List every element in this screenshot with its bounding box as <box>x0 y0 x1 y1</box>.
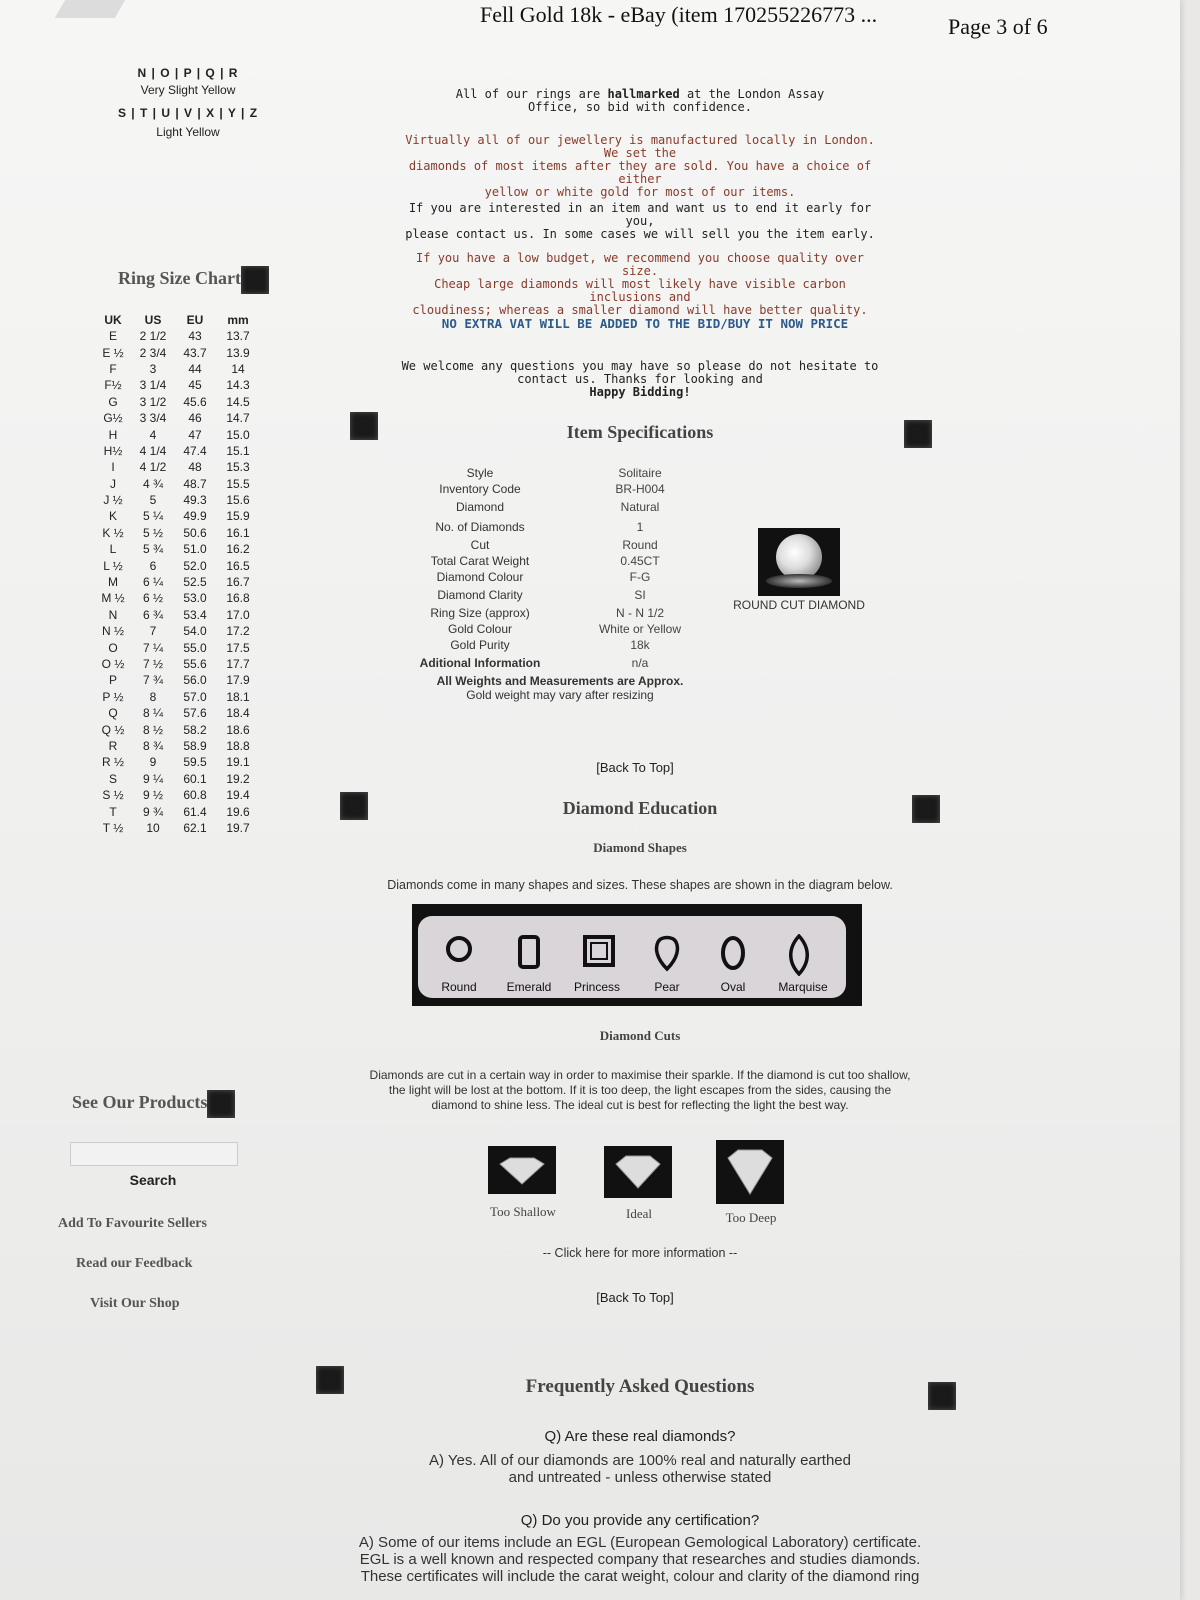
marquise-shape-icon <box>768 934 830 981</box>
grade-label: Light Yellow <box>156 125 220 139</box>
faq-left-square-icon <box>316 1366 344 1394</box>
eu-size-cell: 60.1 <box>183 771 207 786</box>
diamond-education-title: Diamond Education <box>562 798 718 818</box>
ring-size-row <box>94 344 260 360</box>
mm-size-cell: 15.1 <box>226 443 250 458</box>
spec-value: Round <box>622 538 658 552</box>
shape-label-pear: Pear <box>654 980 680 994</box>
diamond-shapes-text: Diamonds come in many shapes and sizes. These shapes are shown in the diagram below. <box>387 878 893 892</box>
mm-size-cell: 13.7 <box>226 329 250 344</box>
eu-size-cell: 47 <box>188 427 202 442</box>
spec-value: 0.45CT <box>620 554 660 568</box>
spec-label: Ring Size (approx) <box>430 606 530 620</box>
uk-size-cell: T <box>109 804 117 819</box>
us-size-cell: 7 <box>149 624 157 639</box>
us-size-cell: 6 ¾ <box>142 607 163 622</box>
diamond-cuts-text <box>320 1068 960 1113</box>
ring-size-row <box>94 754 260 770</box>
uk-size-cell: K ½ <box>102 525 124 540</box>
us-size-cell: 2 1/2 <box>139 329 167 344</box>
ring-size-row <box>94 639 260 655</box>
mm-size-cell: 17.7 <box>226 657 250 671</box>
eu-size-cell: 45 <box>188 378 202 393</box>
spec-value: White or Yellow <box>598 622 682 636</box>
mm-size-cell: 17.2 <box>226 624 250 639</box>
manufacture-line: diamonds of most items after they are sold. You have a choice of either <box>408 159 872 186</box>
cuts-text-line: the light will be lost at the bottom. If it is too deep, the light escapes from the sides, causing the <box>388 1083 892 1097</box>
too-shallow-cut-image <box>488 1146 556 1194</box>
uk-size-cell: T ½ <box>102 820 124 835</box>
us-size-cell: 10 <box>146 820 160 835</box>
eu-size-cell: 49.9 <box>183 509 207 524</box>
us-size-cell: 7 ½ <box>142 657 163 671</box>
us-size-cell: 4 ¾ <box>142 476 163 491</box>
specs-right-square-icon <box>904 420 932 448</box>
eu-size-cell: 56.0 <box>183 673 207 688</box>
ring-size-row <box>94 557 260 573</box>
spec-label: Cut <box>470 538 490 552</box>
uk-size-cell: G½ <box>103 411 123 426</box>
us-size-cell: 2 3/4 <box>139 345 167 360</box>
uk-size-cell: Q ½ <box>101 722 125 737</box>
diamond-cuts-title: Diamond Cuts <box>599 1028 681 1043</box>
eu-size-cell: 43 <box>188 329 202 344</box>
uk-size-cell: L ½ <box>103 558 123 573</box>
us-size-cell: 6 <box>149 558 157 573</box>
mm-size-cell: 13.9 <box>226 345 250 360</box>
us-size-cell: 3 3/4 <box>139 411 167 426</box>
ring-size-row <box>94 525 260 541</box>
column-header-mm: mm <box>227 313 249 327</box>
grade-group-very-slight-yellow <box>88 66 288 97</box>
spec-label: Diamond Clarity <box>437 588 523 602</box>
mm-size-cell: 18.1 <box>226 689 250 704</box>
mm-size-cell: 18.6 <box>226 722 250 737</box>
mm-size-cell: 14 <box>231 361 245 376</box>
mm-size-cell: 15.6 <box>226 493 250 508</box>
faq-question-2: Q) Do you provide any certification? <box>520 1512 760 1529</box>
emerald-shape-icon <box>498 934 560 975</box>
spec-value: Natural <box>620 500 660 514</box>
ring-size-row <box>94 787 260 803</box>
uk-size-cell: J ½ <box>103 493 123 508</box>
hallmark-notice <box>400 88 880 114</box>
eu-size-cell: 60.8 <box>183 788 207 803</box>
mm-size-cell: 16.8 <box>226 591 250 606</box>
uk-size-cell: E ½ <box>102 345 124 360</box>
ring-size-row <box>94 328 260 344</box>
mm-size-cell: 17.5 <box>226 640 250 655</box>
ring-size-row <box>94 476 260 492</box>
mm-size-cell: 16.1 <box>226 525 250 540</box>
us-size-cell: 9 ¾ <box>142 804 163 819</box>
search-button[interactable]: Search <box>129 1172 177 1188</box>
cuts-text-line: Diamonds are cut in a certain way in order to maximise their sparkle. If the diamond is cut too shallow, <box>369 1068 911 1082</box>
early-end-line: please contact us. In some cases we will sell you the item early. <box>405 227 875 241</box>
cut-label-too-deep: Too Deep <box>725 1210 777 1225</box>
spec-label: Aditional Information <box>419 656 541 670</box>
spec-value: Solitaire <box>618 466 662 480</box>
eu-size-cell: 58.2 <box>183 722 207 737</box>
search-input[interactable] <box>70 1142 238 1166</box>
back-to-top-link[interactable]: [Back To Top] <box>596 760 674 775</box>
uk-size-cell: G <box>108 394 118 409</box>
spec-value: N - N 1/2 <box>615 606 664 620</box>
ring-size-row <box>94 689 260 705</box>
shape-label-emerald: Emerald <box>506 980 552 994</box>
eu-size-cell: 48 <box>188 460 202 475</box>
manufacture-notice <box>400 134 880 199</box>
ring-size-row <box>94 820 260 836</box>
shape-label-round: Round <box>441 980 477 994</box>
us-size-cell: 5 ¼ <box>142 509 163 524</box>
us-size-cell: 8 ¾ <box>142 738 163 753</box>
eu-size-cell: 58.9 <box>183 738 207 753</box>
early-end-line: If you are interested in an item and want us to end it early for you, <box>408 201 872 228</box>
uk-size-cell: H <box>108 427 118 442</box>
us-size-cell: 8 <box>149 689 157 704</box>
uk-size-cell: K <box>108 509 117 524</box>
eu-size-cell: 47.4 <box>183 443 207 458</box>
see-our-products-heading <box>72 1090 235 1118</box>
print-header-title: Fell Gold 18k - eBay (item 170255226773 ... <box>480 2 878 27</box>
us-size-cell: 7 ¼ <box>142 640 163 655</box>
us-size-cell: 3 <box>149 361 157 376</box>
vat-notice: NO EXTRA VAT WILL BE ADDED TO THE BID/BUY IT NOW PRICE <box>441 316 849 331</box>
hallmark-text-line2: Office, so bid with confidence. <box>528 100 752 114</box>
mm-size-cell: 14.7 <box>226 411 250 426</box>
shape-label-marquise: Marquise <box>778 980 828 994</box>
ring-size-row <box>94 574 260 590</box>
us-size-cell: 4 <box>149 427 157 442</box>
faq-right-square-icon <box>928 1382 956 1410</box>
welcome-message <box>400 360 880 399</box>
grade-label: Very Slight Yellow <box>140 83 236 97</box>
uk-size-cell: N ½ <box>101 624 124 639</box>
spec-value: n/a <box>631 656 649 670</box>
us-size-cell: 9 ½ <box>142 788 163 803</box>
hallmark-text-bold: hallmarked <box>607 87 680 101</box>
spec-value: 1 <box>636 520 644 534</box>
uk-size-cell: S <box>108 771 117 786</box>
ring-size-row <box>94 443 260 459</box>
add-to-favourite-sellers-link[interactable]: Add To Favourite Sellers <box>58 1216 207 1231</box>
ring-table-header-row <box>94 312 260 328</box>
eu-size-cell: 59.5 <box>183 755 207 770</box>
manufacture-line: Virtually all of our jewellery is manufactured locally in London. We set the <box>405 133 875 160</box>
uk-size-cell: J <box>110 476 116 491</box>
grade-letters: S | T | U | V | X | Y | Z <box>117 106 259 120</box>
us-size-cell: 5 ½ <box>142 525 163 540</box>
us-size-cell: 8 ½ <box>142 722 163 737</box>
pear-shape-icon <box>636 934 698 977</box>
uk-size-cell: O ½ <box>101 657 125 671</box>
spec-note-resize: Gold weight may vary after resizing <box>466 688 654 702</box>
spec-label: Total Carat Weight <box>430 554 530 568</box>
eu-size-cell: 43.7 <box>183 345 207 360</box>
mm-size-cell: 18.8 <box>226 738 250 753</box>
mm-size-cell: 16.7 <box>226 575 250 590</box>
ring-size-row <box>94 705 260 721</box>
uk-size-cell: L <box>109 542 117 557</box>
hallmark-text-pre: All of our rings are <box>455 87 608 101</box>
mm-size-cell: 19.2 <box>226 771 250 786</box>
mm-size-cell: 19.7 <box>226 820 250 835</box>
eu-size-cell: 46 <box>188 411 202 426</box>
us-size-cell: 9 ¼ <box>142 771 163 786</box>
spec-value: F-G <box>629 570 651 584</box>
faq-answer-1 <box>290 1452 990 1486</box>
eu-size-cell: 52.0 <box>183 558 207 573</box>
uk-size-cell: M ½ <box>101 591 125 606</box>
cuts-text-line: diamond to shine less. The ideal cut is best for reflecting the light the best way. <box>431 1098 849 1112</box>
ring-size-chart-heading <box>118 266 269 294</box>
uk-size-cell: I <box>111 460 115 475</box>
ring-size-row <box>94 426 260 442</box>
shape-label-oval: Oval <box>720 980 746 994</box>
spec-label: Diamond <box>455 500 505 514</box>
ring-size-row <box>94 771 260 787</box>
mm-size-cell: 19.4 <box>226 788 250 803</box>
mm-size-cell: 15.5 <box>226 476 250 491</box>
welcome-line: contact us. Thanks for looking and <box>517 372 763 386</box>
grade-group-light-yellow <box>88 106 288 139</box>
more-information-link[interactable]: -- Click here for more information -- <box>542 1246 738 1260</box>
back-to-top-link-2[interactable]: [Back To Top] <box>596 1290 674 1305</box>
uk-size-cell: F <box>109 361 117 376</box>
cut-label-ideal: Ideal <box>626 1206 652 1221</box>
diamond-shapes-diagram <box>412 904 862 1006</box>
uk-size-cell: R ½ <box>101 755 124 770</box>
uk-size-cell: P <box>108 673 117 688</box>
us-size-cell: 6 ½ <box>142 591 163 606</box>
us-size-cell: 7 ¾ <box>142 673 163 688</box>
mm-size-cell: 15.0 <box>226 427 250 442</box>
uk-size-cell: F½ <box>104 378 122 393</box>
faq-answer-line: These certificates will include the carat weight, colour and clarity of the diamond ring <box>360 1568 920 1585</box>
ring-size-row <box>94 508 260 524</box>
us-size-cell: 4 1/2 <box>139 460 167 475</box>
ring-size-row <box>94 541 260 557</box>
ring-size-row <box>94 656 260 672</box>
manufacture-line: yellow or white gold for most of our items. <box>484 185 796 199</box>
mm-size-cell: 16.5 <box>226 558 250 573</box>
visit-our-shop-link[interactable]: Visit Our Shop <box>90 1296 180 1311</box>
us-size-cell: 3 1/2 <box>139 394 167 409</box>
uk-size-cell: Q <box>108 706 118 721</box>
faq-answer-line: and untreated - unless otherwise stated <box>508 1469 772 1486</box>
round-cut-diamond-caption: ROUND CUT DIAMOND <box>733 598 865 612</box>
item-specifications-title: Item Specifications <box>566 422 714 442</box>
mm-size-cell: 16.2 <box>226 542 250 557</box>
ring-size-row <box>94 803 260 819</box>
ring-size-row <box>94 377 260 393</box>
mm-size-cell: 17.0 <box>226 607 250 622</box>
eu-size-cell: 55.6 <box>183 657 207 671</box>
see-our-products-title: See Our Products <box>72 1092 208 1113</box>
spec-label: Gold Colour <box>447 622 513 636</box>
ring-size-row <box>94 459 260 475</box>
grade-letters: N | O | P | Q | R <box>137 66 239 80</box>
faq-title: Frequently Asked Questions <box>525 1376 755 1397</box>
round-shape-icon <box>428 934 490 969</box>
mm-size-cell: 15.3 <box>226 460 250 475</box>
uk-size-cell: S ½ <box>102 788 124 803</box>
eu-size-cell: 55.0 <box>183 640 207 655</box>
oval-shape-icon <box>702 934 764 977</box>
ring-size-row <box>94 410 260 426</box>
us-size-cell: 4 1/4 <box>139 443 167 458</box>
mm-size-cell: 19.6 <box>226 804 250 819</box>
us-size-cell: 9 <box>149 755 157 770</box>
spec-label: Style <box>466 466 494 480</box>
round-cut-diamond-image <box>758 528 840 596</box>
mm-size-cell: 17.9 <box>226 673 250 688</box>
budget-advice <box>400 252 880 317</box>
faq-answer-line: A) Some of our items include an EGL (European Gemological Laboratory) certificate. <box>358 1534 922 1551</box>
mm-size-cell: 19.1 <box>226 755 250 770</box>
eu-size-cell: 62.1 <box>183 820 207 835</box>
uk-size-cell: H½ <box>103 443 123 458</box>
education-left-square-icon <box>340 792 368 820</box>
uk-size-cell: N <box>108 607 118 622</box>
specs-left-square-icon <box>350 412 378 440</box>
spec-value: BR-H004 <box>615 482 665 496</box>
budget-line: If you have a low budget, we recommend you choose quality over size. <box>416 251 864 278</box>
column-header-uk: UK <box>104 313 122 327</box>
uk-size-cell: M <box>108 575 118 590</box>
spec-label: Gold Purity <box>450 638 510 652</box>
ring-chart-square-icon <box>241 266 269 294</box>
shape-label-princess: Princess <box>573 980 620 994</box>
eu-size-cell: 50.6 <box>183 525 207 540</box>
ring-size-row <box>94 361 260 377</box>
eu-size-cell: 51.0 <box>183 542 207 557</box>
eu-size-cell: 53.4 <box>183 607 207 622</box>
ring-size-row <box>94 590 260 606</box>
column-header-us: US <box>144 313 162 327</box>
welcome-line: We welcome any questions you may have so please do not hesitate to <box>401 359 879 373</box>
page-fold <box>55 0 125 18</box>
print-header-page-number: Page 3 of 6 <box>948 14 1048 39</box>
ring-size-row <box>94 623 260 639</box>
eu-size-cell: 45.6 <box>183 394 207 409</box>
mm-size-cell: 14.5 <box>226 394 250 409</box>
eu-size-cell: 52.5 <box>183 575 207 590</box>
faq-answer-2 <box>260 1534 1020 1585</box>
us-size-cell: 6 ¼ <box>142 575 163 590</box>
eu-size-cell: 57.0 <box>183 689 207 704</box>
diamond-shapes-panel <box>418 916 846 998</box>
uk-size-cell: R <box>108 738 118 753</box>
ring-size-table <box>94 312 260 836</box>
spec-label: Inventory Code <box>439 482 521 496</box>
column-header-eu: EU <box>186 313 204 327</box>
ideal-cut-image <box>604 1146 672 1198</box>
eu-size-cell: 57.6 <box>183 706 207 721</box>
uk-size-cell: P ½ <box>102 689 124 704</box>
ring-size-row <box>94 721 260 737</box>
spec-label: No. of Diamonds <box>435 520 525 534</box>
eu-size-cell: 48.7 <box>183 476 207 491</box>
cut-label-too-shallow: Too Shallow <box>490 1204 556 1219</box>
uk-size-cell: O <box>108 640 118 655</box>
read-our-feedback-link[interactable]: Read our Feedback <box>76 1256 193 1271</box>
mm-size-cell: 15.9 <box>226 509 250 524</box>
us-size-cell: 5 <box>149 493 157 508</box>
spec-notes <box>400 674 720 702</box>
eu-size-cell: 53.0 <box>183 591 207 606</box>
diamond-reflection <box>766 574 832 588</box>
eu-size-cell: 61.4 <box>183 804 207 819</box>
ring-size-row <box>94 394 260 410</box>
princess-shape-icon <box>568 934 630 973</box>
education-right-square-icon <box>912 795 940 823</box>
ring-size-row <box>94 607 260 623</box>
early-end-notice <box>400 202 880 241</box>
us-size-cell: 5 ¾ <box>142 542 163 557</box>
spec-label: Diamond Colour <box>436 570 524 584</box>
ring-size-row <box>94 672 260 688</box>
eu-size-cell: 49.3 <box>183 493 207 508</box>
happy-bidding-text: Happy Bidding! <box>589 385 691 399</box>
ring-size-chart-title: Ring Size Chart <box>118 268 241 289</box>
us-size-cell: 3 1/4 <box>139 378 167 393</box>
budget-line: cloudiness; whereas a smaller diamond will have better quality. <box>412 303 868 317</box>
ring-size-row <box>94 492 260 508</box>
budget-line: Cheap large diamonds will most likely have visible carbon inclusions and <box>434 277 846 304</box>
spec-note-approx: All Weights and Measurements are Approx. <box>436 674 684 688</box>
faq-question-1: Q) Are these real diamonds? <box>544 1428 736 1445</box>
ring-size-row <box>94 738 260 754</box>
spec-value: SI <box>634 588 646 602</box>
products-square-icon <box>207 1090 235 1118</box>
eu-size-cell: 54.0 <box>183 624 207 639</box>
diamond-shapes-title: Diamond Shapes <box>593 840 687 855</box>
hallmark-text-post: at the London Assay <box>679 87 825 101</box>
too-deep-cut-image <box>716 1140 784 1204</box>
mm-size-cell: 18.4 <box>226 706 250 721</box>
faq-answer-line: EGL is a well known and respected company that researches and studies diamonds. <box>359 1551 921 1568</box>
eu-size-cell: 44 <box>188 361 202 376</box>
mm-size-cell: 14.3 <box>226 378 250 393</box>
faq-answer-line: A) Yes. All of our diamonds are 100% real and naturally earthed <box>429 1452 851 1469</box>
us-size-cell: 8 ¼ <box>142 706 163 721</box>
spec-value: 18k <box>630 638 650 652</box>
uk-size-cell: E <box>108 329 117 344</box>
